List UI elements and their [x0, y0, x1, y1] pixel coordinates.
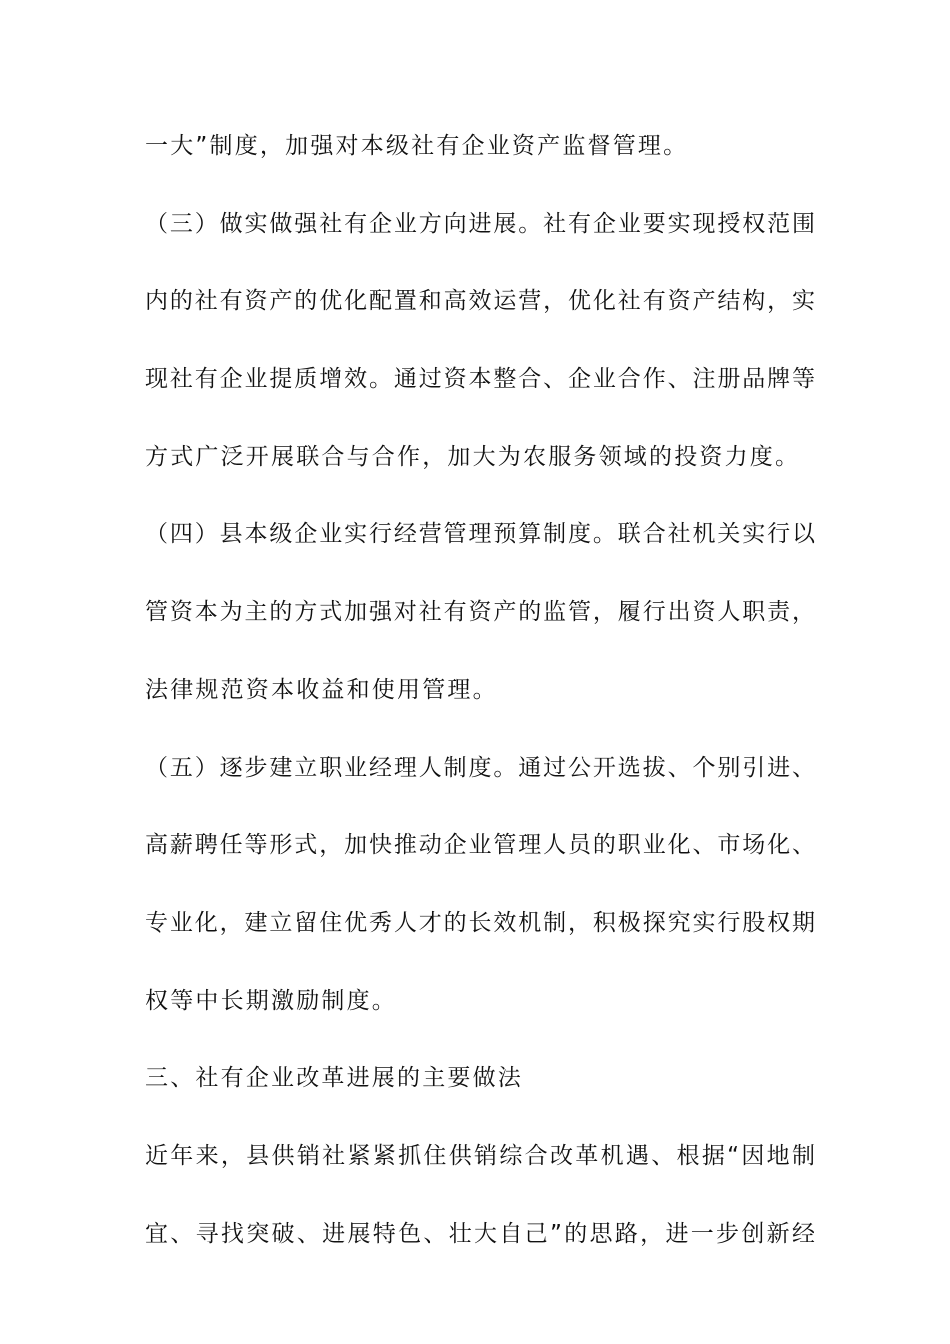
- paragraph-line: 方式广泛开展联合与合作，加大为农服务领域的投资力度。: [145, 443, 801, 470]
- paragraph-line: （四）县本级企业实行经营管理预算制度。联合社机关实行以: [145, 521, 815, 548]
- paragraph-line: （三）做实做强社有企业方向进展。社有企业要实现授权范围: [145, 210, 815, 237]
- paragraph-line: 宜、寻找突破、进展特色、壮大自己”的思路，进一步创新经: [145, 1220, 815, 1247]
- paragraph-line: 高薪聘任等形式，加快推动企业管理人员的职业化、市场化、: [145, 832, 815, 859]
- paragraph-line: 专业化，建立留住优秀人才的长效机制，积极探究实行股权期: [145, 909, 815, 936]
- paragraph-line: 权等中长期激励制度。: [145, 987, 397, 1014]
- paragraph-line: 近年来，县供销社紧紧抓住供销综合改革机遇、根据“因地制: [145, 1142, 815, 1169]
- paragraph-line: 现社有企业提质增效。通过资本整合、企业合作、注册品牌等: [145, 366, 815, 393]
- paragraph-line: 法律规范资本收益和使用管理。: [145, 676, 498, 703]
- paragraph-line: 管资本为主的方式加强对社有资产的监管，履行出资人职责，: [145, 599, 815, 626]
- paragraph-line: （五）逐步建立职业经理人制度。通过公开选拔、个别引进、: [145, 754, 815, 781]
- section-heading: 三、社有企业改革进展的主要做法: [145, 1065, 523, 1092]
- paragraph-line: 一大”制度，加强对本级社有企业资产监督管理。: [145, 133, 689, 159]
- paragraph-line: 内的社有资产的优化配置和高效运营，优化社有资产结构，实: [145, 288, 815, 315]
- body-text: [145, 130, 815, 1295]
